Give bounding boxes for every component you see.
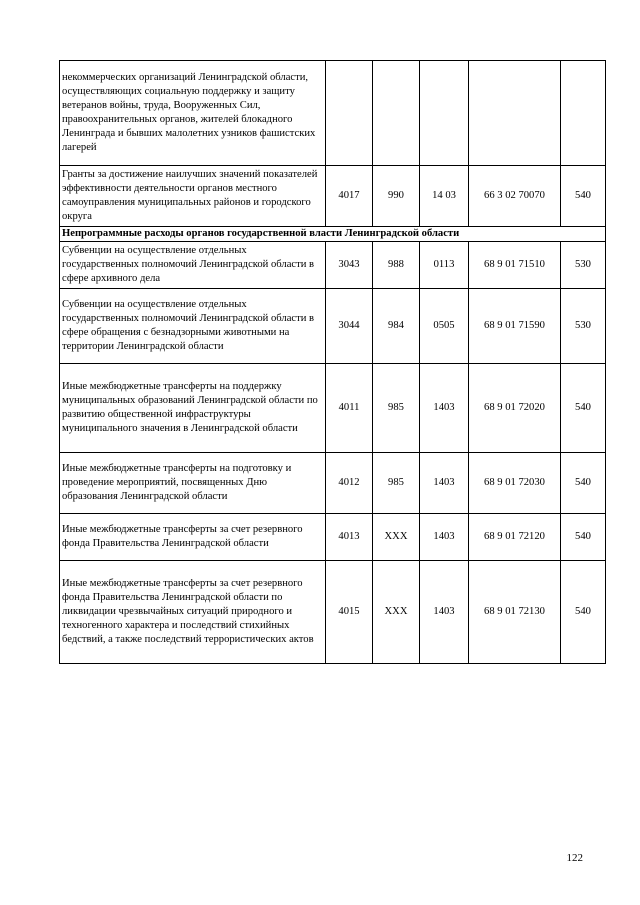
table-row	[60, 514, 606, 561]
row-name: Иные межбюджетные трансферты на подготовку и проведение мероприятий, посвященных Дню образования Ленинградской области	[60, 453, 326, 514]
row-rz: 14 03	[420, 166, 469, 227]
row-code: 3043	[326, 242, 373, 289]
row-rz: 0113	[420, 242, 469, 289]
row-grbs: 985	[373, 453, 420, 514]
section-title: Непрограммные расходы органов государственной власти Ленинградской области	[60, 227, 606, 242]
row-csr: 68 9 01 72020	[469, 364, 561, 453]
row-grbs	[373, 61, 420, 166]
row-code: 4015	[326, 561, 373, 664]
row-csr: 68 9 01 72120	[469, 514, 561, 561]
row-name: Иные межбюджетные трансферты за счет резервного фонда Правительства Ленинградской области по ликвидации чрезвычайных ситуаций природного и техногенного характера и последствий стихийных бедствий, а также последствий террористических актов	[60, 561, 326, 664]
row-vr: 530	[561, 242, 606, 289]
row-name: Гранты за достижение наилучших значений показателей эффективности деятельности органов местного самоуправления муниципальных районов и городского округа	[60, 166, 326, 227]
row-csr: 68 9 01 72130	[469, 561, 561, 664]
row-vr: 540	[561, 453, 606, 514]
row-code: 4012	[326, 453, 373, 514]
row-grbs: 984	[373, 289, 420, 364]
section-row	[60, 227, 606, 242]
row-vr: 530	[561, 289, 606, 364]
row-vr: 540	[561, 561, 606, 664]
row-rz: 1403	[420, 364, 469, 453]
row-grbs: 990	[373, 166, 420, 227]
row-vr: 540	[561, 364, 606, 453]
table-row	[60, 561, 606, 664]
table-row	[60, 364, 606, 453]
page-number: 122	[566, 852, 583, 864]
table-row	[60, 242, 606, 289]
row-name: Субвенции на осуществление отдельных государственных полномочий Ленинградской области в сфере обращения с безнадзорными животными на территории Ленинградской области	[60, 289, 326, 364]
row-grbs: 988	[373, 242, 420, 289]
row-code: 4017	[326, 166, 373, 227]
row-csr: 66 3 02 70070	[469, 166, 561, 227]
table-row	[60, 166, 606, 227]
table-row	[60, 453, 606, 514]
row-name: некоммерческих организаций Ленинградской области, осуществляющих социальную поддержку и защиту ветеранов войны, труда, Вооруженных Сил, правоохранительных органов, жителей блокадного Ленинграда и бывших малолетних узников фашистских лагерей	[60, 61, 326, 166]
row-csr: 68 9 01 72030	[469, 453, 561, 514]
row-csr	[469, 61, 561, 166]
row-rz: 0505	[420, 289, 469, 364]
row-rz	[420, 61, 469, 166]
row-csr: 68 9 01 71510	[469, 242, 561, 289]
table-row	[60, 61, 606, 166]
row-rz: 1403	[420, 453, 469, 514]
row-grbs: XXX	[373, 561, 420, 664]
row-grbs: XXX	[373, 514, 420, 561]
row-vr	[561, 61, 606, 166]
row-grbs: 985	[373, 364, 420, 453]
row-name: Субвенции на осуществление отдельных государственных полномочий Ленинградской области в сфере архивного дела	[60, 242, 326, 289]
row-rz: 1403	[420, 561, 469, 664]
row-code	[326, 61, 373, 166]
row-vr: 540	[561, 514, 606, 561]
row-rz: 1403	[420, 514, 469, 561]
row-code: 3044	[326, 289, 373, 364]
row-code: 4013	[326, 514, 373, 561]
budget-table	[59, 60, 606, 664]
row-code: 4011	[326, 364, 373, 453]
row-name: Иные межбюджетные трансферты за счет резервного фонда Правительства Ленинградской области	[60, 514, 326, 561]
table-row	[60, 289, 606, 364]
row-csr: 68 9 01 71590	[469, 289, 561, 364]
row-vr: 540	[561, 166, 606, 227]
row-name: Иные межбюджетные трансферты на поддержку муниципальных образований Ленинградской области по развитию общественной инфраструктуры муниципального значения в Ленинградской области	[60, 364, 326, 453]
